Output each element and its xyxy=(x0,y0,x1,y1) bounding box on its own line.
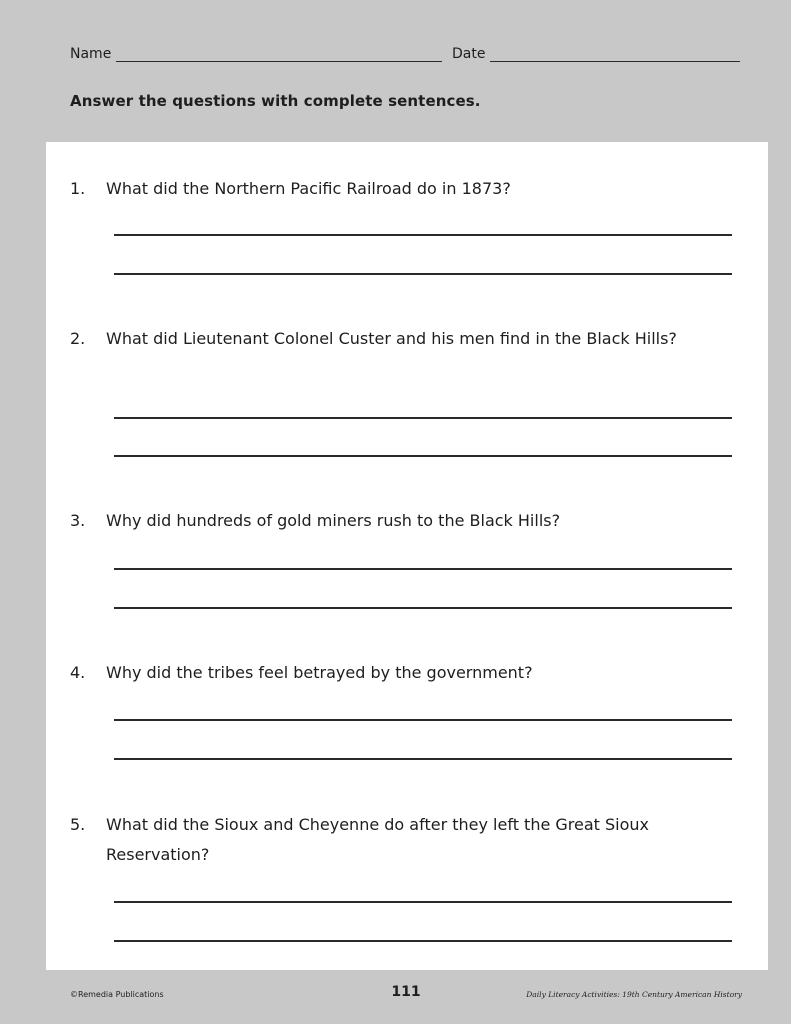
date-field[interactable] xyxy=(490,61,740,62)
answer-line[interactable] xyxy=(114,607,732,609)
question-5 xyxy=(70,810,738,870)
answer-line[interactable] xyxy=(114,940,732,942)
answer-line[interactable] xyxy=(114,417,732,419)
answer-line[interactable] xyxy=(114,901,732,903)
question-number: 5. xyxy=(70,815,86,834)
question-text: What did Lieutenant Colonel Custer and his men find in the Black Hills? xyxy=(106,329,677,348)
question-text: What did the Northern Pacific Railroad do in 1873? xyxy=(106,179,511,198)
date-label: Date xyxy=(452,46,486,62)
question-number: 4. xyxy=(70,663,86,682)
question-text: What did the Sioux and Cheyenne do after they left the Great Sioux Reservation? xyxy=(106,815,650,864)
question-number: 1. xyxy=(70,179,86,198)
book-title: Daily Literacy Activities: 19th Century American History xyxy=(526,990,742,999)
question-4 xyxy=(70,658,738,688)
answer-line[interactable] xyxy=(114,234,732,236)
name-field[interactable] xyxy=(116,61,442,62)
name-date-row xyxy=(70,44,740,66)
question-number: 2. xyxy=(70,329,86,348)
answer-line[interactable] xyxy=(114,568,732,570)
answer-line[interactable] xyxy=(114,273,732,275)
publisher-credit: ©Remedia Publications xyxy=(70,990,164,999)
question-2 xyxy=(70,324,738,354)
question-text: Why did hundreds of gold miners rush to the Black Hills? xyxy=(106,511,561,530)
page-number: 111 xyxy=(391,984,421,1000)
answer-line[interactable] xyxy=(114,719,732,721)
page-footer xyxy=(70,984,742,1008)
answer-line[interactable] xyxy=(114,455,732,457)
question-text: Why did the tribes feel betrayed by the government? xyxy=(106,663,533,682)
answer-line[interactable] xyxy=(114,758,732,760)
question-number: 3. xyxy=(70,511,86,530)
question-1 xyxy=(70,174,738,204)
question-panel xyxy=(46,142,768,970)
name-label: Name xyxy=(70,46,112,62)
question-3 xyxy=(70,506,738,536)
instructions: Answer the questions with complete sentences. xyxy=(70,92,481,110)
